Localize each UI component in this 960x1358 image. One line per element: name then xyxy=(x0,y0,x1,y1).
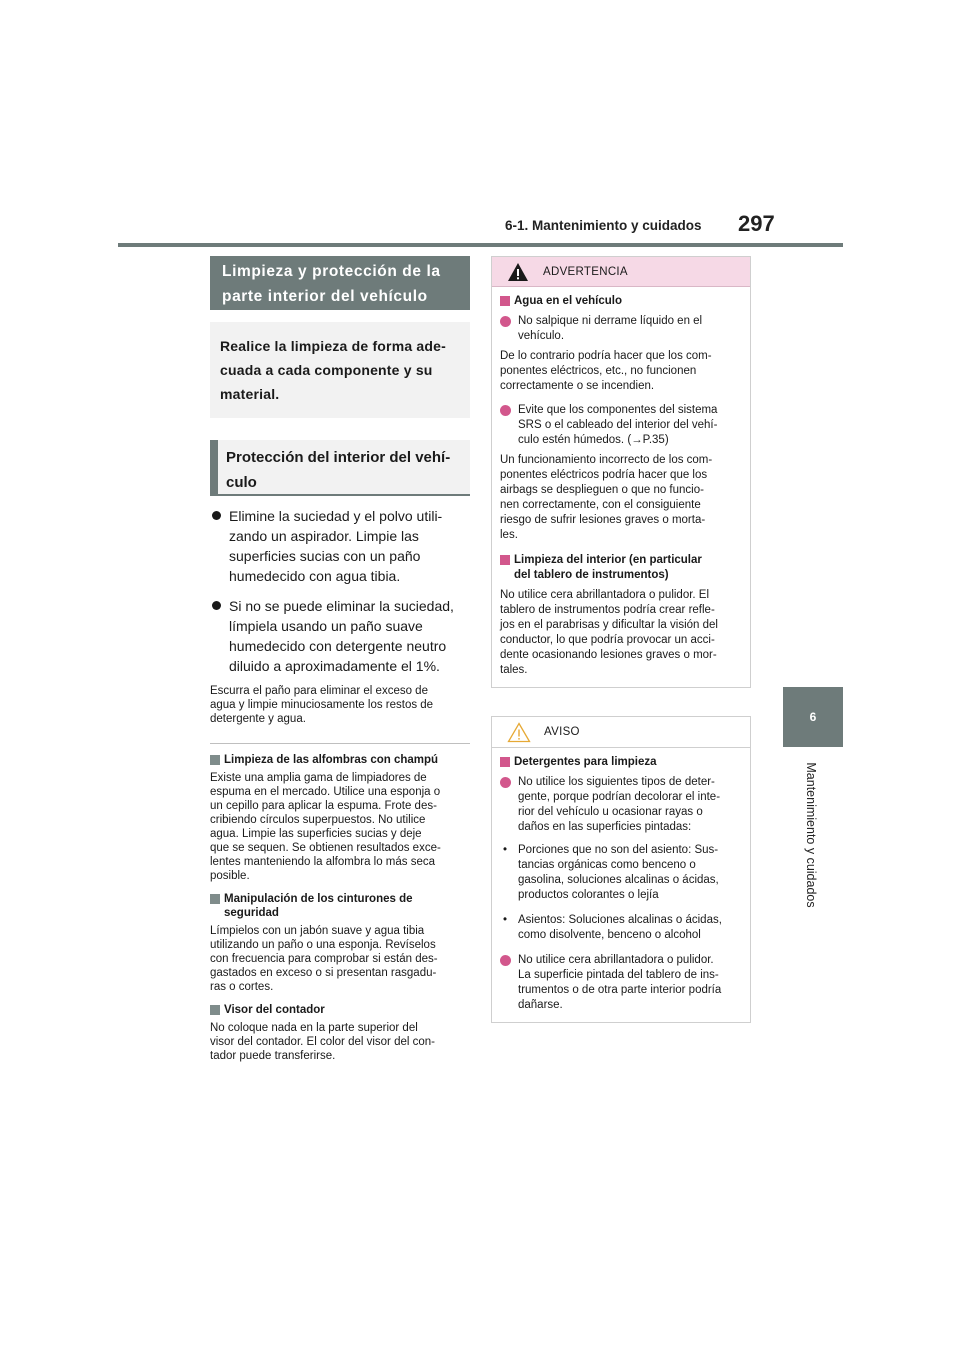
item-paragraph: No coloque nada en la parte superior del visor del contador. El color del visor del con- tador puede transferirse. xyxy=(210,1022,435,1062)
notice-label: AVISO xyxy=(544,726,580,738)
square-bullet-icon xyxy=(500,757,510,767)
divider xyxy=(210,743,470,744)
bullet-item: Elimine la suciedad y el polvo utili- zando un aspirador. Limpie las superficies sucias con un paño humedecido con agua tibia. xyxy=(210,506,470,586)
warning-header xyxy=(492,257,750,287)
circle-bullet-icon xyxy=(500,777,511,788)
subsection-title: Protección del interior del vehí- culo xyxy=(210,440,470,496)
bullet-item: Si no se puede eliminar la suciedad, límpiela usando un paño suave humedecido con detergente neutro diluido a aproximadamente el 1%. xyxy=(210,596,470,676)
warning-section-title: Limpieza del interior (en particular del tablero de instrumentos) xyxy=(500,553,742,583)
chapter-tab: 6 xyxy=(783,687,843,747)
notice-bullet: No utilice los siguientes tipos de deter- gente, porque podrían decolorar el inte- rior del vehículo u ocasionar rayas o daños en las superficies pintadas: xyxy=(500,775,742,835)
circle-bullet-icon xyxy=(500,955,511,966)
square-bullet-icon xyxy=(210,755,220,765)
circle-bullet-icon xyxy=(500,316,511,327)
notice-sub-bullet: • Porciones que no son del asiento: Sus- tancias orgánicas como benceno o gasolina, soluciones alcalinas o ácidas, productos colorantes o lejía xyxy=(503,844,719,901)
square-bullet-icon xyxy=(210,894,220,904)
warning-paragraph: De lo contrario podría hacer que los com- ponentes eléctricos, etc., no funcionen correctamente o se incendien. xyxy=(500,350,712,392)
intro-summary: Realice la limpieza de forma ade- cuada a cada componente y su material. xyxy=(210,322,470,418)
running-header-title: 6-1. Mantenimiento y cuidados xyxy=(505,218,702,233)
item-title-carpet: Limpieza de las alfombras con champú xyxy=(210,753,470,767)
notice-bullet: No utilice cera abrillantadora o pulidor. La superficie pintada del tablero de ins- trumentos o de otra parte interior podría dañarse. xyxy=(500,953,742,1013)
warning-paragraph: No utilice cera abrillantadora o pulidor. El tablero de instrumentos podría crear refle- jos en el parabrisas y dificultar la visión del conductor, lo que podría provocar un acci- dente ocasionando lesiones graves o mor- tales. xyxy=(500,589,718,676)
warning-paragraph: Un funcionamiento incorrecto de los com- ponentes eléctricos podría hacer que los airbags se desplieguen o que no funcio- nen correctamente, con el consiguiente riesgo de sufrir lesiones graves o morta- les. xyxy=(500,454,713,541)
notice-body xyxy=(492,755,750,1022)
sub-bullet-marker: • xyxy=(503,844,508,856)
bullet-dot-icon xyxy=(212,601,221,610)
notice-sub-bullet: • Asientos: Soluciones alcalinas o ácidas, como disolvente, benceno o alcohol xyxy=(503,914,722,941)
warning-box xyxy=(491,256,751,688)
sub-bullet-marker: • xyxy=(503,914,508,926)
warning-section-title: Agua en el vehículo xyxy=(500,294,742,309)
notice-section-title: Detergentes para limpieza xyxy=(500,755,742,770)
item-title-meter-visor: Visor del contador xyxy=(210,1003,470,1017)
notice-header xyxy=(492,717,750,748)
item-paragraph: Existe una amplia gama de limpiadores de espuma en el mercado. Utilice una esponja o un cepillo para aplicar la espuma. Frote des- cribiendo círculos superpuestos. No utilice agua. Limpie las superficies sucias y deje que se sequen. Se obtienen resultados exce- lentes manteniendo la alfombra lo más seca posible. xyxy=(210,772,441,882)
page-number: 297 xyxy=(738,211,775,236)
square-bullet-icon xyxy=(500,296,510,306)
bullet-dot-icon xyxy=(212,511,221,520)
item-title-seatbelts: Manipulación de los cinturones de seguridad xyxy=(210,892,470,920)
circle-bullet-icon xyxy=(500,405,511,416)
note-text: Escurra el paño para eliminar el exceso de agua y limpie minuciosamente los restos de detergente y agua. xyxy=(210,685,434,725)
header-rule xyxy=(118,243,843,247)
warning-bullet: No salpique ni derrame líquido en el vehículo. xyxy=(500,314,742,344)
warning-bullet: Evite que los componentes del sistema SRS o el cableado del interior del vehí- culo estén húmedos. (→P.35) xyxy=(500,403,742,448)
chapter-side-label: Mantenimiento y cuidados xyxy=(804,762,818,908)
notice-box xyxy=(491,716,751,1023)
left-column xyxy=(210,256,470,1063)
warning-body xyxy=(492,294,750,687)
main-section-title: Limpieza y protección de la parte interior del vehículo xyxy=(210,256,470,310)
caution-triangle-icon xyxy=(507,722,531,743)
item-paragraph: Límpielos con un jabón suave y agua tibia utilizando un paño o una esponja. Revíselos con frecuencia para comprobar si están des- gastados en exceso o si presentan rasgadu- ras o cortes. xyxy=(210,925,438,993)
warning-triangle-icon xyxy=(507,262,529,282)
square-bullet-icon xyxy=(500,555,510,565)
square-bullet-icon xyxy=(210,1005,220,1015)
warning-label: ADVERTENCIA xyxy=(543,265,628,278)
